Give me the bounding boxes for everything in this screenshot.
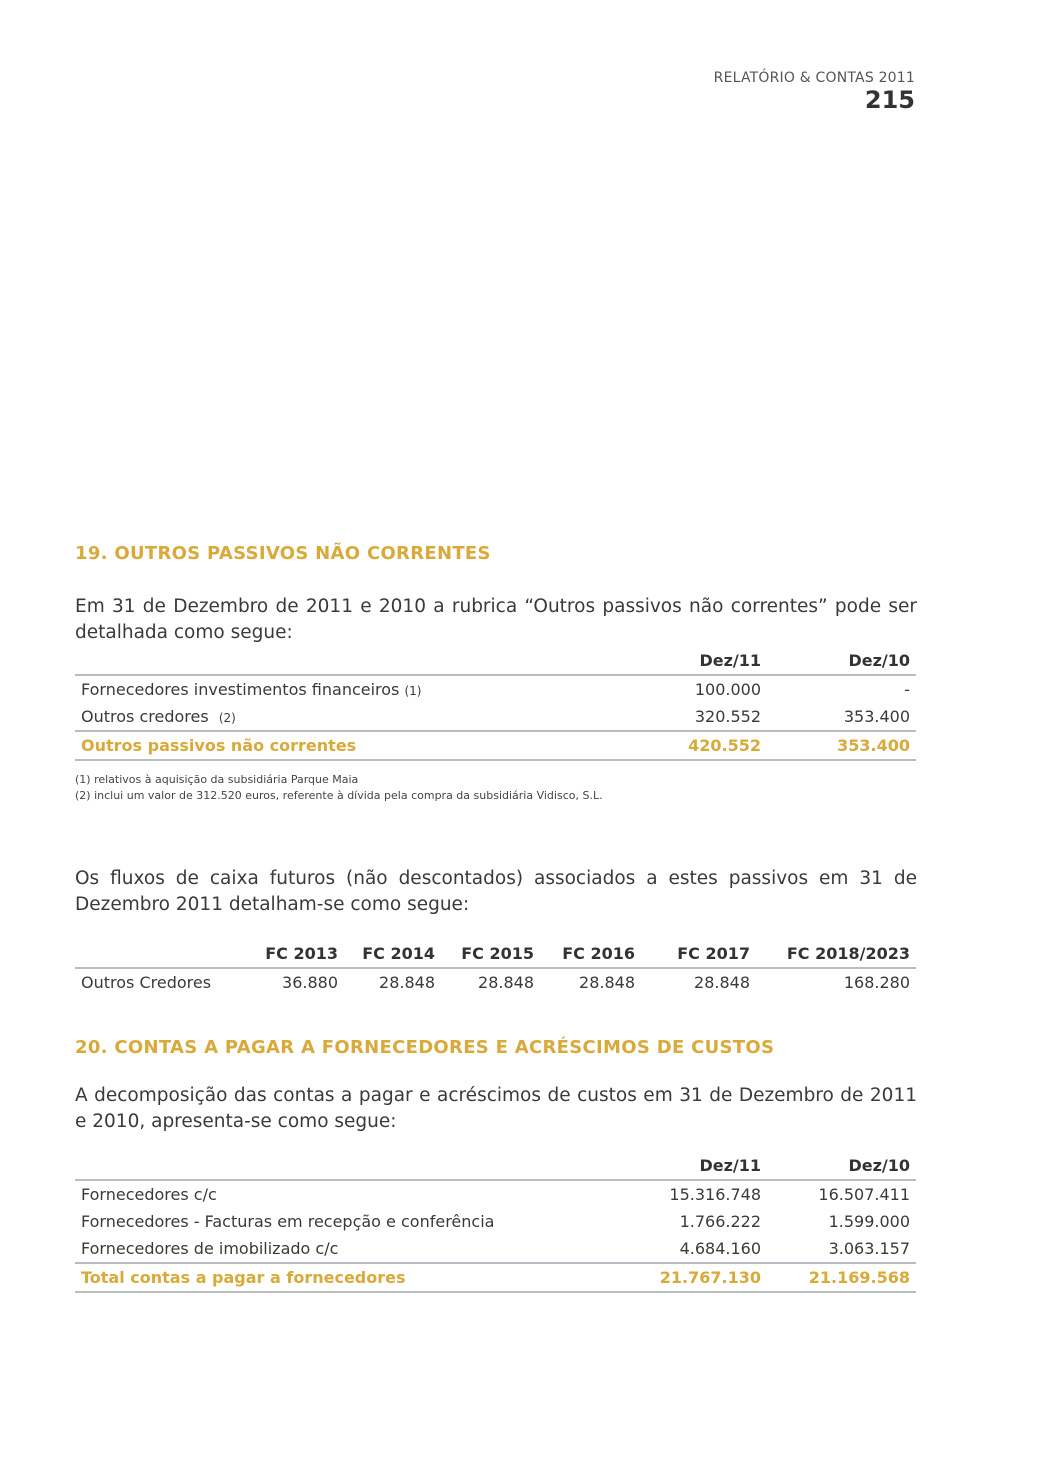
col-header-fc2015: FC 2015 bbox=[441, 940, 540, 968]
col-header-dez10: Dez/10 bbox=[767, 1152, 916, 1180]
table-row bbox=[75, 1208, 916, 1235]
value-dez11: 1.766.222 bbox=[679, 1212, 761, 1231]
row-label: Fornecedores c/c bbox=[81, 1185, 217, 1204]
section-20-intro: A decomposição das contas a pagar e acréscimos de custos em 31 de Dezembro de 2011 e 2010, apresenta-se como segue: bbox=[75, 1085, 917, 1132]
footnote-1: (1) relativos à aquisição da subsidiária Parque Maia bbox=[75, 773, 359, 786]
value-fc2018-2023: 168.280 bbox=[843, 973, 910, 992]
col-header-fc2014: FC 2014 bbox=[344, 940, 441, 968]
col-header-fc2016: FC 2016 bbox=[540, 940, 641, 968]
section-19-intro: Em 31 de Dezembro de 2011 e 2010 a rubrica “Outros passivos não correntes” pode ser detalhada como segue: bbox=[75, 596, 917, 643]
total-dez10: 21.169.568 bbox=[767, 1263, 916, 1292]
table-contas-a-pagar bbox=[75, 1152, 916, 1293]
table-row bbox=[75, 968, 916, 996]
value-dez10: 16.507.411 bbox=[818, 1185, 910, 1204]
cashflow-intro: Os fluxos de caixa futuros (não descontados) associados a estes passivos em 31 de Dezembro 2011 detalham-se como segue: bbox=[75, 868, 917, 915]
table-row bbox=[75, 675, 916, 703]
col-header-dez10: Dez/10 bbox=[767, 647, 916, 675]
value-fc2017: 28.848 bbox=[694, 973, 750, 992]
value-dez10: 1.599.000 bbox=[828, 1212, 910, 1231]
table-total-row bbox=[75, 731, 916, 760]
table-row bbox=[75, 1235, 916, 1263]
section-19-title: 19. OUTROS PASSIVOS NÃO CORRENTES bbox=[75, 543, 491, 564]
section-20-title: 20. CONTAS A PAGAR A FORNECEDORES E ACRÉSCIMOS DE CUSTOS bbox=[75, 1037, 775, 1058]
table-total-row bbox=[75, 1263, 916, 1292]
page-number: 215 bbox=[864, 86, 915, 114]
value-fc2014: 28.848 bbox=[379, 973, 435, 992]
table-row bbox=[75, 1180, 916, 1208]
table-cashflow bbox=[75, 940, 916, 996]
table-outros-passivos bbox=[75, 647, 916, 761]
value-dez11: 15.316.748 bbox=[669, 1185, 761, 1204]
report-title: RELATÓRIO & CONTAS 2011 bbox=[713, 70, 915, 86]
value-dez11: 320.552 bbox=[694, 707, 761, 726]
value-fc2013: 36.880 bbox=[282, 973, 338, 992]
value-fc2015: 28.848 bbox=[478, 973, 534, 992]
note-ref: (1) bbox=[404, 684, 422, 698]
value-dez10: 3.063.157 bbox=[828, 1239, 910, 1258]
col-header-fc2013: FC 2013 bbox=[247, 940, 344, 968]
value-dez10: - bbox=[904, 680, 910, 699]
row-label: Fornecedores de imobilizado c/c bbox=[81, 1239, 339, 1258]
col-header-fc2017: FC 2017 bbox=[641, 940, 756, 968]
total-label: Outros passivos não correntes bbox=[75, 731, 605, 760]
value-fc2016: 28.848 bbox=[579, 973, 635, 992]
footnote-2: (2) inclui um valor de 312.520 euros, referente à dívida pela compra da subsidiária Vidisco, S.L. bbox=[75, 789, 603, 802]
value-dez11: 100.000 bbox=[694, 680, 761, 699]
total-dez11: 21.767.130 bbox=[605, 1263, 767, 1292]
total-dez11: 420.552 bbox=[605, 731, 767, 760]
page-header bbox=[714, 70, 915, 114]
col-header-dez11: Dez/11 bbox=[605, 1152, 767, 1180]
total-label: Total contas a pagar a fornecedores bbox=[75, 1263, 605, 1292]
value-dez11: 4.684.160 bbox=[679, 1239, 761, 1258]
value-dez10: 353.400 bbox=[843, 707, 910, 726]
table-row bbox=[75, 703, 916, 731]
col-header-dez11: Dez/11 bbox=[605, 647, 767, 675]
row-label: Fornecedores - Facturas em recepção e conferência bbox=[81, 1212, 495, 1231]
row-label: Fornecedores investimentos financeiros bbox=[81, 680, 400, 699]
row-label: Outros Credores bbox=[81, 973, 212, 992]
total-dez10: 353.400 bbox=[767, 731, 916, 760]
col-header-fc2018-2023: FC 2018/2023 bbox=[756, 940, 916, 968]
note-ref: (2) bbox=[218, 711, 236, 725]
row-label: Outros credores bbox=[81, 707, 209, 726]
footnotes bbox=[75, 772, 603, 804]
